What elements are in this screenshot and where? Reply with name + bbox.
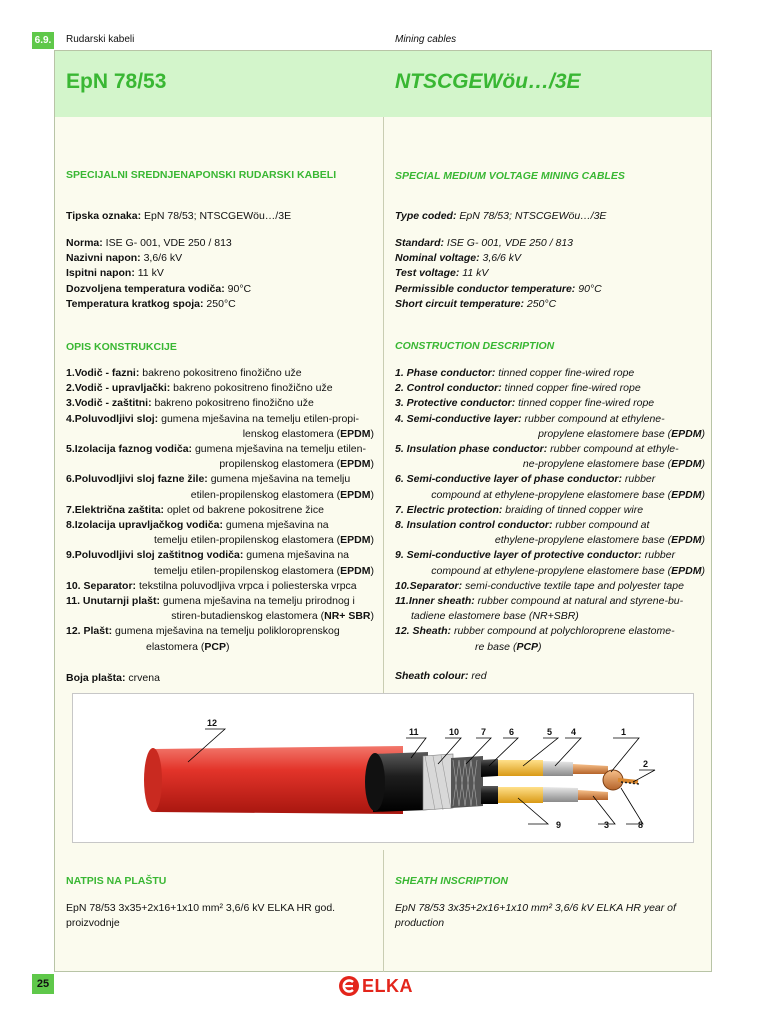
section-heading: SPECIAL MEDIUM VOLTAGE MINING CABLES — [395, 170, 625, 182]
sheath-end — [144, 748, 162, 812]
item-label: 5.Izolacija faznog vodiča: — [66, 443, 193, 456]
cont-text: ethylene-propylene elastomere base ( — [494, 534, 672, 547]
cable-cross-section-drawing — [72, 693, 694, 843]
cont-end: ) — [701, 534, 705, 547]
callout-5: 5 — [547, 727, 553, 737]
list-item — [66, 518, 374, 533]
cont-text: lenskog elastomera ( — [242, 427, 341, 440]
leader-1 — [611, 738, 639, 772]
right-construction-heading — [395, 339, 705, 354]
right-specs — [395, 236, 705, 312]
right-inscription-text — [395, 901, 705, 931]
cont-bold: EPDM — [340, 534, 371, 547]
spec-value: 11 kV — [459, 267, 489, 280]
item-label: 10. Separator: — [66, 579, 137, 592]
section-heading: NATPIS NA PLAŠTU — [66, 875, 167, 887]
column-divider — [383, 117, 384, 695]
cont-bold: EPDM — [340, 564, 371, 577]
spec-row — [66, 282, 374, 297]
item-text: bakreno pokositreno finožično uže — [151, 397, 314, 410]
cont-bold: PCP — [204, 640, 226, 653]
list-item — [66, 442, 374, 457]
item-label: 2.Vodič - upravljački: — [66, 382, 171, 395]
phase-conductor — [573, 764, 608, 774]
spec-row — [395, 282, 705, 297]
left-sheath-colour — [66, 671, 374, 686]
spec-value: 3,6/6 kV — [140, 252, 183, 265]
item-text: oplet od bakrene pokositrene žice — [164, 503, 324, 516]
inscription-line: proizvodnje — [66, 917, 120, 930]
cont-text: etilen-propilenskog elastomera ( — [190, 488, 341, 501]
item-label: 2. Control conductor: — [395, 382, 502, 395]
item-label: 3.Vodič - zaštitni: — [66, 397, 152, 410]
left-type-line — [66, 209, 374, 224]
right-type-line — [395, 209, 705, 224]
item-text: tekstilna poluvodljiva vrpca i poliesterska vrpca — [136, 579, 357, 592]
spec-label: Dozvoljena temperatura vodiča: — [66, 282, 225, 295]
cable-drawing-svg — [73, 694, 695, 844]
item-text: tinned copper fine-wired rope — [501, 382, 641, 395]
left-construction-heading — [66, 340, 374, 355]
item-label: 11. Unutarnji plašt: — [66, 595, 160, 608]
list-item — [66, 396, 374, 411]
item-continuation — [395, 457, 705, 472]
list-item — [395, 548, 705, 563]
inscription-line: EpN 78/53 3x35+2x16+1x10 mm² 3,6/6 kV ELKA HR god. — [66, 902, 336, 914]
sheath-colour-label: Sheath colour: — [395, 670, 469, 682]
spec-label: Permissible conductor temperature: — [395, 282, 576, 295]
cont-bold: EPDM — [671, 564, 702, 577]
spec-label: Norma: — [66, 237, 103, 249]
list-item — [395, 594, 705, 609]
item-text: gumena mješavina na temelju etilen-propi- — [158, 412, 359, 425]
leader-4 — [555, 738, 581, 766]
spec-value: 3,6/6 kV — [479, 252, 522, 265]
column-divider — [383, 850, 384, 972]
item-text: bakreno pokositreno finožično uže — [170, 382, 333, 395]
cont-bold: EPDM — [671, 427, 702, 440]
product-title-right: NTSCGEWöu…/3E — [395, 70, 581, 93]
logo-text: ELKA — [362, 976, 413, 996]
cont-bold: NR+ SBR — [324, 610, 371, 623]
inscription-line: EpN 78/53 3x35+2x16+1x10 mm² 3,6/6 kV ELKA HR year of — [395, 902, 676, 914]
semicond-layer-lower — [481, 786, 498, 804]
item-label: 8. Insulation control conductor: — [395, 519, 553, 532]
item-text: gumena mješavina na temelju etilen- — [192, 443, 366, 456]
spec-value: ISE G- 001, VDE 250 / 813 — [444, 237, 574, 249]
item-text: rubber compound at ethyle- — [547, 443, 679, 456]
spec-value: ISE G- 001, VDE 250 / 813 — [102, 237, 232, 249]
cont-end: ) — [370, 610, 374, 623]
callout-8: 8 — [638, 820, 644, 830]
item-label: 12. Sheath: — [395, 625, 452, 638]
spec-label: Temperatura kratkog spoja: — [66, 297, 204, 310]
cont-end: ) — [370, 488, 374, 501]
section-heading: SPECIJALNI SREDNJENAPONSKI RUDARSKI KABELI — [66, 169, 337, 181]
item-text: gumena mješavina na temelju prirodnog i — [159, 595, 355, 608]
cont-end: ) — [701, 564, 705, 577]
item-continuation — [395, 427, 705, 442]
list-item — [395, 381, 705, 396]
item-text: rubber compound at polychloroprene elastome- — [451, 625, 675, 638]
item-text: rubber — [621, 473, 656, 486]
protective-conductor — [578, 790, 608, 800]
leader-2 — [633, 770, 655, 782]
list-item — [395, 579, 705, 594]
left-inscription-heading — [66, 874, 374, 889]
list-item — [66, 472, 374, 487]
control-insulation — [543, 787, 578, 802]
section-heading: CONSTRUCTION DESCRIPTION — [395, 340, 555, 352]
list-item — [395, 624, 705, 639]
left-inscription-text — [66, 901, 374, 931]
spec-label: Short circuit temperature: — [395, 297, 524, 310]
list-item — [66, 381, 374, 396]
list-item — [395, 442, 705, 457]
callout-9: 9 — [556, 820, 562, 830]
right-construction-list — [395, 366, 705, 655]
list-item — [66, 624, 374, 639]
cont-end: ) — [370, 458, 374, 471]
header-right-title: Mining cables — [395, 34, 457, 45]
item-continuation — [66, 640, 374, 655]
spec-value: 90°C — [575, 282, 602, 295]
cont-bold: EPDM — [340, 458, 371, 471]
semicond-layer — [481, 759, 498, 777]
page-number: 25 — [32, 974, 54, 994]
cont-text: temelju etilen-propilenskog elastomera ( — [153, 564, 341, 577]
callout-12: 12 — [207, 718, 218, 728]
cont-text: re base ( — [475, 640, 517, 653]
item-text: gumena mješavina na — [243, 549, 350, 562]
type-label: Type coded: — [395, 210, 457, 222]
callout-6: 6 — [509, 727, 515, 737]
item-continuation — [66, 457, 374, 472]
cont-text: stiren-butadienskog elastomera ( — [171, 610, 325, 623]
item-continuation — [395, 488, 705, 503]
spec-label: Nazivni napon: — [66, 252, 141, 265]
item-text: gumena mješavina na temelju — [207, 473, 351, 486]
spec-row — [395, 297, 705, 312]
list-item — [395, 366, 705, 381]
item-label: 4. Semi-conductive layer: — [395, 412, 522, 425]
section-heading: SHEATH INSCRIPTION — [395, 875, 508, 887]
cont-bold: EPDM — [340, 488, 371, 501]
cont-end: ) — [370, 534, 374, 547]
sheath-colour-label: Boja plašta: — [66, 672, 126, 684]
left-main-heading — [66, 168, 374, 183]
item-label: 6.Poluvodljivi sloj fazne žile: — [66, 473, 208, 486]
item-continuation — [66, 533, 374, 548]
item-continuation — [66, 427, 374, 442]
cont-text: temelju etilen-propilenskog elastomera ( — [153, 534, 341, 547]
item-text: rubber — [641, 549, 676, 562]
spec-label: Standard: — [395, 237, 445, 249]
item-continuation — [66, 488, 374, 503]
elka-logo-icon — [338, 975, 360, 997]
callout-4: 4 — [571, 727, 577, 737]
item-label: 3. Protective conductor: — [395, 397, 516, 410]
callout-1: 1 — [621, 727, 627, 737]
product-title-left: EpN 78/53 — [66, 70, 167, 93]
list-item — [66, 548, 374, 563]
list-item — [66, 503, 374, 518]
item-continuation — [395, 533, 705, 548]
item-label: 11.Inner sheath: — [395, 595, 475, 608]
item-label: 12. Plašt: — [66, 625, 113, 638]
spec-row — [395, 266, 705, 281]
list-item — [395, 518, 705, 533]
item-continuation — [395, 564, 705, 579]
spec-label: Ispitni napon: — [66, 267, 135, 280]
item-continuation — [66, 564, 374, 579]
elka-logo — [338, 973, 438, 999]
section-heading: OPIS KONSTRUKCIJE — [66, 341, 177, 353]
sheath-colour-value: red — [468, 670, 487, 682]
spec-label: Nominal voltage: — [395, 252, 480, 265]
item-label: 4.Poluvodljivi sloj: — [66, 412, 159, 425]
list-item — [66, 594, 374, 609]
inner-sheath-end — [365, 753, 385, 811]
spec-row — [66, 251, 374, 266]
list-item — [395, 503, 705, 518]
cont-end: ) — [701, 458, 705, 471]
cont-bold: PCP — [516, 640, 539, 653]
cont-text: elastomera ( — [146, 640, 205, 653]
item-text: gumena mješavina na temelju polikloroprenskog — [112, 625, 340, 638]
cont-end: ) — [701, 427, 705, 440]
list-item — [66, 366, 374, 381]
item-text: tinned copper fine-wired rope — [495, 367, 635, 379]
item-label: 1.Vodič - fazni: — [66, 367, 140, 379]
item-text: rubber compound at ethylene- — [521, 412, 665, 425]
cont-text: tadiene elastomere base (NR+SBR) — [411, 610, 579, 623]
cont-text: compound at ethylene-propylene elastomere base ( — [431, 488, 672, 501]
spec-row — [66, 236, 374, 251]
item-label: 9.Poluvodljivi sloj zaštitnog vodiča: — [66, 549, 244, 562]
type-value: EpN 78/53; NTSCGEWöu…/3E — [141, 210, 292, 222]
callout-2: 2 — [643, 759, 649, 769]
cont-text: propylene elastomere base ( — [538, 427, 672, 440]
callout-11: 11 — [409, 727, 419, 737]
item-label: 7. Electric protection: — [395, 503, 503, 516]
item-label: 9. Semi-conductive layer of protective conductor: — [395, 549, 642, 562]
cont-end: ) — [538, 640, 542, 653]
header-left-title: Rudarski kabeli — [66, 34, 135, 45]
list-item — [395, 472, 705, 487]
item-text: braiding of tinned copper wire — [502, 503, 644, 516]
item-continuation — [66, 609, 374, 624]
cont-bold: EPDM — [671, 488, 702, 501]
item-continuation — [395, 609, 705, 624]
spec-value: 90°C — [224, 282, 252, 295]
list-item — [395, 396, 705, 411]
cont-end: ) — [701, 488, 705, 501]
item-text: rubber compound at — [552, 519, 650, 532]
section-number-badge: 6.9. — [32, 32, 54, 49]
right-main-heading — [395, 169, 705, 184]
item-text: semi-conductive textile tape and polyester tape — [462, 579, 684, 592]
phase-insulation — [498, 760, 543, 776]
cont-bold: EPDM — [340, 427, 371, 440]
item-label: 1. Phase conductor: — [395, 367, 496, 379]
item-text: tinned copper fine-wired rope — [515, 397, 655, 410]
right-sheath-colour — [395, 669, 705, 684]
item-label: 10.Separator: — [395, 579, 463, 592]
outer-sheath — [146, 746, 403, 814]
spec-label: Test voltage: — [395, 267, 460, 280]
type-label: Tipska oznaka: — [66, 210, 142, 222]
item-text: rubber compound at natural and styrene-bu- — [474, 595, 684, 608]
callout-7: 7 — [481, 727, 487, 737]
leader-8 — [621, 788, 643, 824]
item-text: bakreno pokositreno finožično uže — [139, 367, 302, 379]
inscription-line: production — [395, 917, 445, 930]
list-item — [66, 579, 374, 594]
cont-end: ) — [225, 640, 230, 653]
spec-row — [395, 236, 705, 251]
left-construction-list — [66, 366, 374, 655]
cont-text: propilenskog elastomera ( — [219, 458, 341, 471]
spec-value: 11 kV — [134, 267, 164, 280]
spec-row — [66, 266, 374, 281]
item-text: gumena mješavina na — [222, 519, 329, 532]
left-specs — [66, 236, 374, 312]
item-label: 6. Semi-conductive layer of phase conductor: — [395, 473, 622, 486]
item-label: 8.Izolacija upravljačkog vodiča: — [66, 519, 223, 532]
cont-text: ne-propylene elastomere base ( — [522, 458, 672, 471]
callout-10: 10 — [449, 727, 460, 737]
spec-value: 250°C — [523, 297, 557, 310]
spec-row — [395, 251, 705, 266]
cont-bold: EPDM — [671, 458, 702, 471]
item-label: 7.Električna zaštita: — [66, 503, 165, 516]
cont-bold: EPDM — [671, 534, 702, 547]
type-value: EpN 78/53; NTSCGEWöu…/3E — [456, 210, 607, 222]
cont-end: ) — [370, 564, 374, 577]
right-inscription-heading — [395, 874, 705, 889]
callout-3: 3 — [604, 820, 610, 830]
list-item — [66, 412, 374, 427]
spec-row — [66, 297, 374, 312]
cont-text: compound at ethylene-propylene elastomere base ( — [431, 564, 672, 577]
sheath-colour-value: crvena — [125, 672, 160, 684]
item-label: 5. Insulation phase conductor: — [395, 443, 548, 456]
item-continuation — [395, 640, 705, 655]
list-item — [395, 412, 705, 427]
cont-end: ) — [370, 427, 374, 440]
spec-value: 250°C — [203, 297, 236, 310]
